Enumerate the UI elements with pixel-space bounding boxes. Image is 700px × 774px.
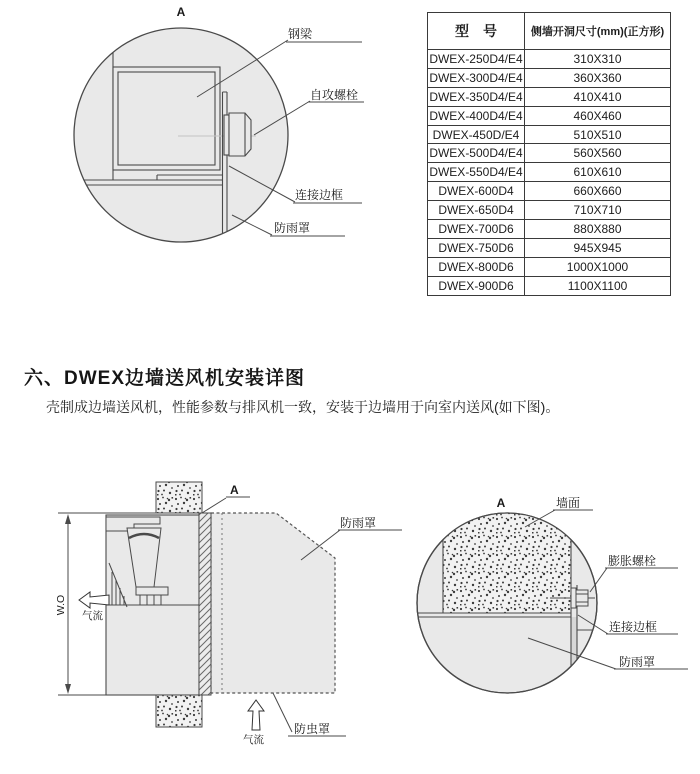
opening-cell: 310X310 bbox=[525, 50, 671, 69]
expansion-bolt-label: 膨胀螺栓 bbox=[608, 554, 657, 568]
wall-surface-label: 墙面 bbox=[556, 496, 581, 510]
airflow-left-label: 气流 bbox=[82, 610, 103, 622]
table-row bbox=[428, 238, 671, 257]
model-cell: DWEX-550D4/E4 bbox=[428, 163, 525, 182]
opening-cell: 1100X1100 bbox=[525, 276, 671, 295]
detail-a-bottom-diagram bbox=[405, 480, 700, 705]
wall-surface bbox=[443, 505, 571, 613]
model-cell: DWEX-350D4/E4 bbox=[428, 87, 525, 106]
detail-callout-a: A bbox=[176, 5, 186, 19]
opening-cell: 880X880 bbox=[525, 220, 671, 239]
table-header-row bbox=[428, 13, 671, 50]
table-row bbox=[428, 125, 671, 144]
section-heading: 六、DWEX边墙送风机安装详图 bbox=[24, 368, 306, 389]
callout-a-leader bbox=[202, 497, 250, 513]
steel-beam-label: 钢梁 bbox=[288, 27, 313, 41]
column-header-model: 型 号 bbox=[428, 13, 525, 50]
opening-cell: 660X660 bbox=[525, 182, 671, 201]
model-cell: DWEX-450D/E4 bbox=[428, 125, 525, 144]
table-row bbox=[428, 50, 671, 69]
opening-cell: 460X460 bbox=[525, 106, 671, 125]
section-body-text: 壳制成边墙送风机，性能参数与排风机一致，安装于边墙用于向室内送风(如下图)。 bbox=[46, 399, 560, 415]
connecting-frame-label: 连接边框 bbox=[609, 620, 658, 634]
opening-cell: 945X945 bbox=[525, 238, 671, 257]
spec-table bbox=[427, 12, 671, 296]
opening-cell: 1000X1000 bbox=[525, 257, 671, 276]
steel-beam bbox=[113, 67, 220, 170]
table-row bbox=[428, 144, 671, 163]
opening-cell: 610X610 bbox=[525, 163, 671, 182]
install-callout-a: A bbox=[230, 483, 239, 497]
rain-hood bbox=[211, 513, 335, 693]
table-row bbox=[428, 182, 671, 201]
model-cell: DWEX-650D4 bbox=[428, 201, 525, 220]
rain-hood-label: 防雨罩 bbox=[274, 221, 311, 235]
airflow-arrow-up bbox=[248, 700, 264, 730]
table-row bbox=[428, 106, 671, 125]
opening-cell: 710X710 bbox=[525, 201, 671, 220]
wall-section-top bbox=[156, 482, 202, 513]
model-cell: DWEX-700D6 bbox=[428, 220, 525, 239]
insect-screen-label: 防虫罩 bbox=[294, 722, 331, 736]
model-cell: DWEX-250D4/E4 bbox=[428, 50, 525, 69]
model-cell: DWEX-600D4 bbox=[428, 182, 525, 201]
table-row bbox=[428, 257, 671, 276]
airflow-bottom-label: 气流 bbox=[243, 734, 264, 746]
table-row bbox=[428, 68, 671, 87]
rain-hood-label: 防雨罩 bbox=[619, 655, 656, 669]
model-cell: DWEX-500D4/E4 bbox=[428, 144, 525, 163]
detail-callout-a: A bbox=[496, 496, 506, 510]
opening-cell: 560X560 bbox=[525, 144, 671, 163]
model-cell: DWEX-800D6 bbox=[428, 257, 525, 276]
opening-cell: 360X360 bbox=[525, 68, 671, 87]
model-cell: DWEX-300D4/E4 bbox=[428, 68, 525, 87]
opening-cell: 410X410 bbox=[525, 87, 671, 106]
self-tapping-bolt bbox=[224, 113, 251, 156]
connecting-frame-label: 连接边框 bbox=[295, 188, 344, 202]
table-row bbox=[428, 220, 671, 239]
wall-opening-hatch bbox=[199, 513, 211, 695]
dimension-wo bbox=[55, 514, 71, 694]
rain-hood-label: 防雨罩 bbox=[340, 516, 377, 530]
airflow-arrow-left bbox=[79, 592, 109, 608]
dimension-label: W.O bbox=[55, 594, 67, 616]
model-cell: DWEX-750D6 bbox=[428, 238, 525, 257]
table-row bbox=[428, 201, 671, 220]
table-row bbox=[428, 276, 671, 295]
self-tapping-bolt-label: 自攻螺栓 bbox=[310, 88, 359, 102]
opening-cell: 510X510 bbox=[525, 125, 671, 144]
installation-side-view bbox=[30, 460, 410, 774]
column-header-opening: 侧墙开洞尺寸(mm)(正方形) bbox=[525, 13, 671, 50]
model-cell: DWEX-900D6 bbox=[428, 276, 525, 295]
detail-a-top-diagram bbox=[40, 0, 400, 255]
wall-section-bottom bbox=[156, 695, 202, 727]
table-row bbox=[428, 163, 671, 182]
model-cell: DWEX-400D4/E4 bbox=[428, 106, 525, 125]
table-row bbox=[428, 87, 671, 106]
